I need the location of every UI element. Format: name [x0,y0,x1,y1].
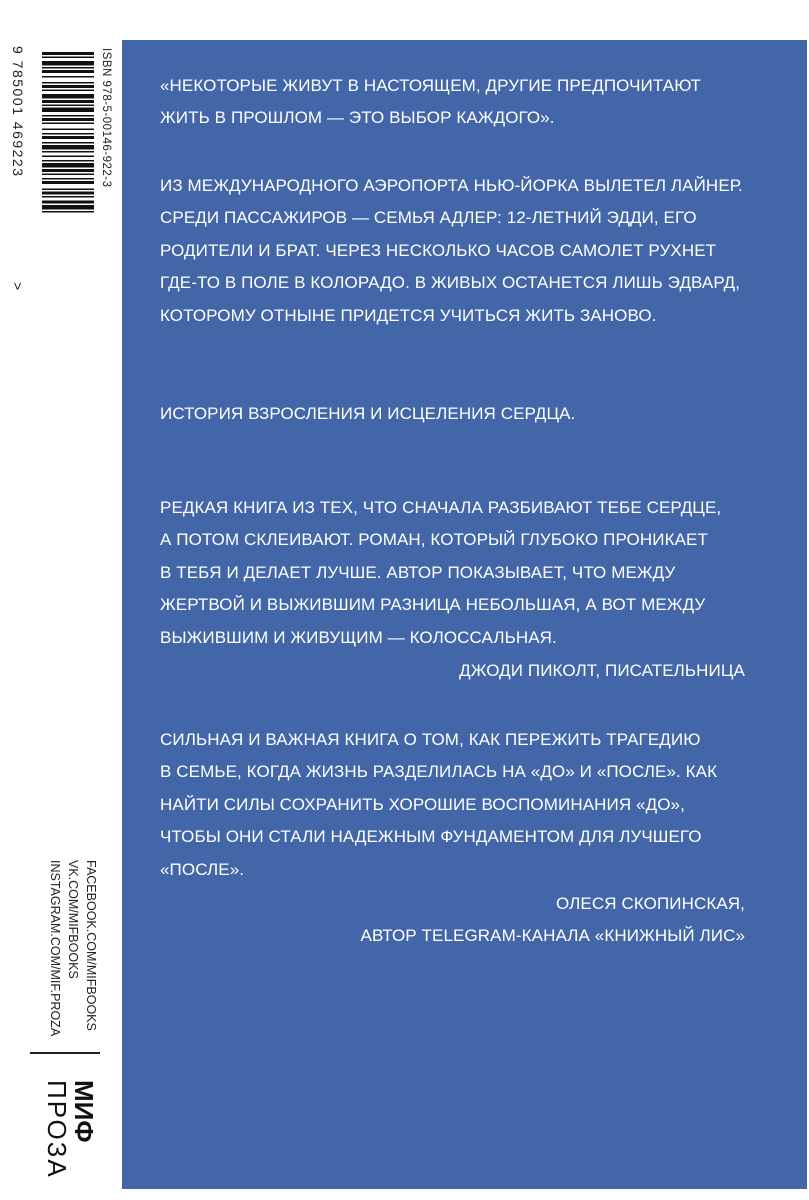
divider [30,1052,100,1054]
summary-line: ИЗ МЕЖДУНАРОДНОГО АЭРОПОРТА НЬЮ-ЙОРКА ВЫЛЕТЕЛ ЛАЙНЕР. [160,176,743,195]
isbn-barcode [8,48,110,298]
review-author-line: АВТОР TELEGRAM-КАНАЛА «КНИЖНЫЙ ЛИС» [360,926,745,946]
social-link-facebook[interactable]: FACEBOOK.COM/MIFBOOKS [84,860,98,1031]
review-line: РЕДКАЯ КНИГА ИЗ ТЕХ, ЧТО СНАЧАЛА РАЗБИВАЮТ ТЕБЕ СЕРДЦЕ, [160,498,722,517]
publisher-logo-line2: ПРОЗА [42,1080,72,1179]
social-link-vk[interactable]: VK.COM/MIFBOOKS [66,860,80,979]
review-line: А ПОТОМ СКЛЕИВАЮТ. РОМАН, КОТОРЫЙ ГЛУБОКО ПРОНИКАЕТ [160,530,708,550]
isbn-digits: 9 785001 469223 [10,46,26,178]
isbn-marker: > [10,282,26,291]
review-2-text [160,724,717,886]
blurb-tagline: ИСТОРИЯ ВЗРОСЛЕНИЯ И ИСЦЕЛЕНИЯ СЕРДЦА. [160,404,576,423]
review-line: НАЙТИ СИЛЫ СОХРАНИТЬ ХОРОШИЕ ВОСПОМИНАНИЯ «ДО», [160,794,685,814]
review-2-author [160,888,745,953]
blurb-summary [160,170,743,332]
review-line: СИЛЬНАЯ И ВАЖНАЯ КНИГА О ТОМ, КАК ПЕРЕЖИТЬ ТРАГЕДИЮ [160,730,701,749]
review-author-line: ОЛЕСЯ СКОПИНСКАЯ, [556,894,745,913]
social-link-instagram[interactable]: INSTAGRAM.COM/MIF.PROZA [48,860,62,1037]
barcode-bars [26,48,96,298]
quote-line: «НЕКОТОРЫЕ ЖИВУТ В НАСТОЯЩЕМ, ДРУГИЕ ПРЕДПОЧИТАЮТ [160,76,701,95]
review-line: В ТЕБЯ И ДЕЛАЕТ ЛУЧШЕ. АВТОР ПОКАЗЫВАЕТ, ЧТО МЕЖДУ [160,562,676,582]
publisher-logo-line1: МИФ [69,1080,99,1143]
summary-line: РОДИТЕЛИ И БРАТ. ЧЕРЕЗ НЕСКОЛЬКО ЧАСОВ САМОЛЕТ РУХНЕТ [160,240,717,260]
summary-line: ГДЕ-ТО В ПОЛЕ В КОЛОРАДО. В ЖИВЫХ ОСТАНЕТСЯ ЛИШЬ ЭДВАРД, [160,273,741,293]
review-line: В СЕМЬЕ, КОГДА ЖИЗНЬ РАЗДЕЛИЛАСЬ НА «ДО» И «ПОСЛЕ». КАК [160,762,718,782]
quote-line: ЖИТЬ В ПРОШЛОМ — ЭТО ВЫБОР КАЖДОГО». [160,108,555,128]
review-1-author [160,655,745,687]
review-author-line: ДЖОДИ ПИКОЛТ, ПИСАТЕЛЬНИЦА [459,661,745,680]
isbn-label: ISBN 978-5-00146-922-3 [100,48,112,188]
summary-line: СРЕДИ ПАССАЖИРОВ — СЕМЬЯ АДЛЕР: 12-ЛЕТНИЙ ЭДДИ, ЕГО [160,208,697,228]
blurb-quote [160,70,701,135]
summary-line: КОТОРОМУ ОТНЫНЕ ПРИДЕТСЯ УЧИТЬСЯ ЖИТЬ ЗАНОВО. [160,305,657,325]
review-line: «ПОСЛЕ». [160,859,245,879]
publisher-logo [43,1080,97,1179]
review-1-text [160,492,721,654]
review-line: ВЫЖИВШИМ И ЖИВУЩИМ — КОЛОССАЛЬНАЯ. [160,627,557,647]
social-links [46,860,100,1036]
review-line: ЖЕРТВОЙ И ВЫЖИВШИМ РАЗНИЦА НЕБОЛЬШАЯ, А ВОТ МЕЖДУ [160,595,706,615]
review-line: ЧТОБЫ ОНИ СТАЛИ НАДЕЖНЫМ ФУНДАМЕНТОМ ДЛЯ ЛУЧШЕГО [160,827,702,847]
